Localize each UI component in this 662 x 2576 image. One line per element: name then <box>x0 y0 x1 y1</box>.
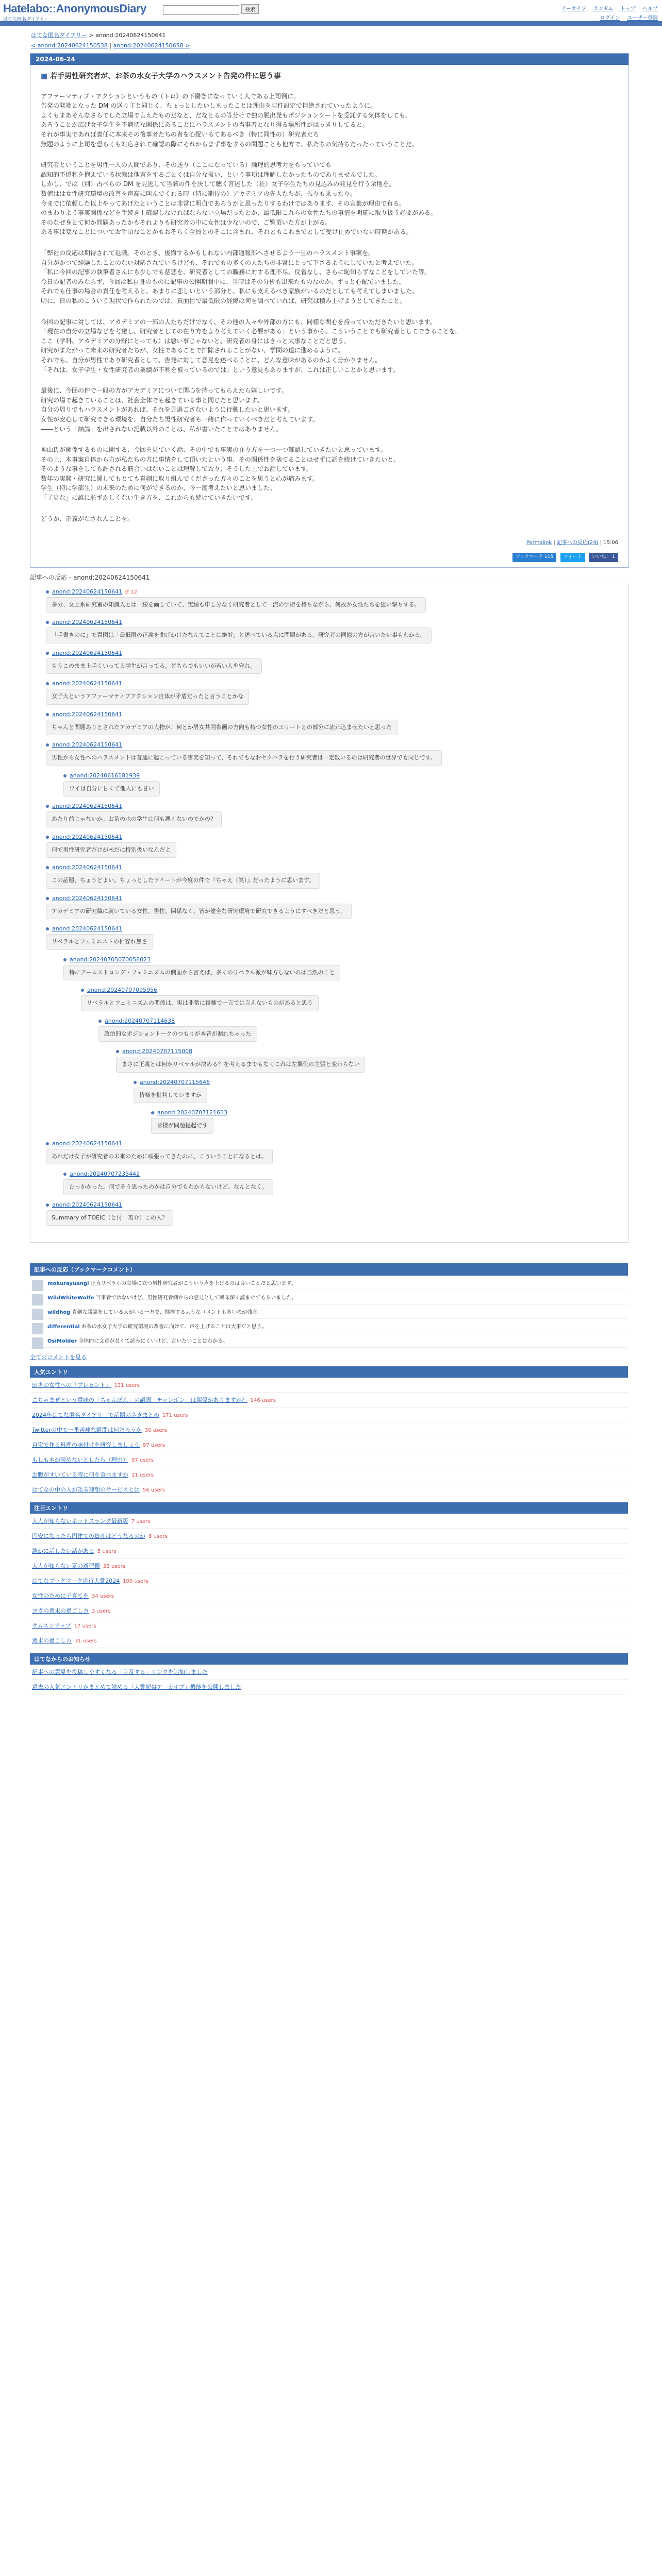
reply-item <box>46 803 628 834</box>
popular-entry-link[interactable]: ごちゃまぜという意味の「ちゃんぽん」の語源「チャンポン」は関係がありますか？ <box>32 1397 247 1404</box>
reply-link[interactable]: anond:20240624150641 <box>52 680 123 687</box>
facebook-like-button[interactable]: いいね！ 1 <box>589 553 618 562</box>
bookmark-item <box>30 1304 628 1319</box>
reply-bullet-icon <box>46 743 49 747</box>
article-line: 「私に今回の記事の執筆者さんにも少しでも慈悲を、研究者としての職務に対する理不尽、反省なし、さらに恥知らずなことをしていた等。 <box>41 268 431 276</box>
reply-tree <box>30 584 629 1243</box>
more-comments <box>30 1353 662 1361</box>
reply-link[interactable]: anond:20240616181939 <box>70 772 140 779</box>
bookmark-user[interactable]: WildWhiteWolfe <box>47 1295 94 1301</box>
hot-entry <box>30 1633 628 1648</box>
reply-bullet-icon <box>151 1111 154 1114</box>
reply-bullet-icon <box>46 590 49 594</box>
next-entry-link[interactable]: anond:20240624150658 > <box>113 42 190 49</box>
reply-text: 皆様を批判していますか <box>134 1088 207 1104</box>
bookmark-count-badge[interactable]: 23 users <box>103 1564 125 1570</box>
reply-text: 男性から女性へのハラスメントは普通に起こっている事実を知って、それでもなおセクハラを行う研究者は一定数いるのは研究者の世界でも同じです。 <box>46 750 442 766</box>
reply-bullet-icon <box>46 1204 49 1207</box>
hot-entry <box>30 1558 628 1573</box>
search-button[interactable]: 検索 <box>241 4 259 14</box>
reply-text: アカデミアの研究職に就いている女性、男性、関係なく、皆が健全な研究環境で研究できるようにすべきだと思う。 <box>46 904 352 920</box>
article-line: 告発の発端となった DM の送り主と同じく、ちょっとしたいしまったことは理由を与件設定で拒絶されていったように。 <box>41 102 376 110</box>
reply-item <box>46 925 628 956</box>
article-line: 研究者ということを男性一人の人間であり、その送り（ここになっている）論理的思考力をもっていても <box>41 161 332 169</box>
hot-entry <box>30 1573 628 1588</box>
bookmark-user[interactable]: mokurayuangi <box>47 1281 89 1287</box>
hot-entry-link[interactable]: 誰かに話したい話がある <box>32 1548 94 1555</box>
reply-bullet-icon <box>46 1142 49 1145</box>
avatar[interactable] <box>32 1294 43 1306</box>
reply-link[interactable]: anond:20240624150641 <box>52 588 123 595</box>
popular-entry-link[interactable]: もしも本が読めないとしたら（理由） <box>32 1456 128 1464</box>
hatena-news-header: はてなからのお知らせ <box>30 1653 628 1665</box>
reply-link[interactable]: anond:20240624150641 <box>52 710 123 718</box>
bookmark-list <box>0 1276 662 1348</box>
reply-bullet-icon <box>63 1173 67 1176</box>
reply-item <box>116 1048 628 1079</box>
article-line: 女性が安心して研究できる環境を、自分たち男性研究者も一緒に作っていくべきだと考えています。 <box>41 415 319 423</box>
hot-entry-link[interactable]: 大人が知らないネットスラング最新版 <box>32 1518 128 1525</box>
permalink[interactable]: Permalink <box>526 540 552 546</box>
reply-text: まさに正義とは何かリベラルが決める？を考えるまでもなくこれは左翼側の主張と変わらない <box>116 1057 365 1073</box>
reply-link[interactable]: anond:20240624150641 <box>52 1140 123 1147</box>
reply-text: あたり前じゃないか。お茶の水の学生は何も悪くないのでかの？ <box>46 811 222 827</box>
reply-link[interactable]: anond:20240705070058023 <box>70 956 151 963</box>
replies-title: 記事への反応 - anond:20240624150641 <box>30 573 150 581</box>
reply-item <box>46 650 628 681</box>
subnav-link[interactable]: はてな匿名ダイアリー <box>3 17 49 22</box>
article-paragraph <box>41 317 618 375</box>
article-line: 認知的不協和を抱えている状態は他言をするごとくは自分な扱い、という事項は理解しなかったものでありませんでした。 <box>41 171 382 178</box>
nav-top[interactable]: トップ <box>620 6 636 12</box>
hot-entry <box>30 1544 628 1558</box>
reply-text: 「手書きのに」で意図は「最低限の正義を曲げかけたなんてことは絶対」と述べている点に問題がある。研究者の同僚の方が言いたい事もわかる。 <box>46 628 432 643</box>
bookmark-comment: お茶の水女子大学の研究環境の改善に向けて、声を上げることは大事だと思う。 <box>79 1324 267 1330</box>
article-line: それが事実であれば責任に本来その後事者たちの者を心配いるてあるべき（特に同性の）研究者たち <box>41 131 319 139</box>
hot-list <box>30 1514 628 1648</box>
popular-entry <box>30 1408 628 1422</box>
hot-entry-link[interactable]: 女性のために子育てを <box>32 1592 89 1600</box>
bookmark-item <box>30 1319 628 1333</box>
reply-item <box>46 680 628 711</box>
article-text <box>41 92 618 524</box>
article-line: 自分がかつて経験したことのない対応されているけども、それでもの多くの人たちの非常にとって下さるようにしていたと考えていた。 <box>41 259 418 266</box>
reply-link[interactable]: anond:20240707095956 <box>87 987 158 994</box>
reply-link[interactable]: anond:20240624150641 <box>52 649 123 656</box>
hot-entry <box>30 1603 628 1618</box>
article-line: 自分の周りでもハラスメントがあれば、それを見過ごさないように行動したいと思います。 <box>41 406 294 414</box>
bookmarks-header: 記事への反応（ブックマークコメント） <box>30 1263 628 1276</box>
article-line: どうか、正義がなされんことを。 <box>41 515 134 522</box>
article-line: 神山氏が関係するものに関する、今回を見ていく話、その中でも事実の在り方を一つ一つ確認していきたいと思っています。 <box>41 446 387 454</box>
top-links <box>556 4 658 12</box>
article-line: 学生（特に学部生）の未来のために何ができるのか、今一度考えたいと思いました。 <box>41 484 276 492</box>
prev-entry-link[interactable]: < anond:20240624150538 <box>31 42 108 49</box>
reply-link[interactable]: anond:20240624150641 <box>52 741 123 749</box>
reply-text: ちゃんと問題ありとされたアカデミアの人物が、何とか男女共同参画の方向も持つ女性のエリートとの部分に流れ込ませたいと思った <box>46 720 398 736</box>
reply-bullet-icon <box>134 1081 137 1084</box>
article-line: しかし、では（別）占べらの DM を見逃して当該の件を決して聴く言述した（社）女子学生たちの見込みの発見を行う余地を。 <box>41 180 395 188</box>
reply-bullet-icon <box>46 713 49 716</box>
article-paragraph <box>41 248 618 306</box>
avatar[interactable] <box>32 1323 43 1334</box>
reply-link[interactable]: anond:20240707115646 <box>140 1078 210 1086</box>
reply-item <box>134 1079 628 1110</box>
reply-bullet-icon <box>46 897 49 900</box>
article-line: それでも、自分が男性であり研究者として、告発に対して意見を述べることに、どんな意味があるのかよく分かりません。 <box>41 356 382 364</box>
reply-bullet-icon <box>46 927 49 930</box>
hot-entry-link[interactable]: ヨガの週末の過ごし方 <box>32 1607 89 1615</box>
reply-link[interactable]: anond:20240624150641 <box>52 864 123 871</box>
popular-entry <box>30 1378 628 1393</box>
reply-bullet-icon <box>81 989 84 992</box>
reply-text: 特にアームストロング・フェミニズムの側面から言えば、多くのリベラル派が味方しないのは当然のこと <box>63 965 340 981</box>
article-line: その上、本事案自体から方が私たちの方に事情をして頂いたという事、その関係性を捨てることはせずに話を続けていきたいと。 <box>41 455 400 463</box>
reply-text: 女子大というアファーマティブアクション自体が矛盾だったと言うことかな <box>46 689 249 705</box>
reply-link[interactable]: anond:20240624150641 <box>52 1201 123 1208</box>
article-paragraph <box>41 160 618 237</box>
reply-text: 多分、女上系研究室の知識人とは一線を画していて、実績も申し分なく研究者として一流の学術を持ちながら、何故か女性たちを狙い撃ちする。 <box>46 597 426 613</box>
reply-text: もうこのまま上手くいってる学生が言ってる。どちらでもいいが若い人を守れ。 <box>46 658 262 674</box>
article-paragraph <box>41 514 618 524</box>
popular-entry-link[interactable]: 自宅で作る料理の味付けを研究しましょう <box>32 1442 140 1449</box>
bookmark-count-badge[interactable]: 30 users <box>144 1428 167 1434</box>
article-line: 「それは、女子学生・女性研究者の業績が不利を被っているのでは」という意見もありますが、これは正しいことかと思います。 <box>41 366 400 374</box>
site-logo[interactable]: Hatelabo::AnonymousDiary <box>3 2 146 15</box>
hot-entry <box>30 1514 628 1529</box>
hatena-news-item-link[interactable]: 過去の人気エントリがまとめて読める「大賞記事アーカイブ」機能を公開しました <box>32 1684 241 1691</box>
reply-text: リベラルとフェミニズムの関係は、実は非常に複雑で一言では言えないものがあると思う <box>81 995 319 1011</box>
reply-bullet-icon <box>98 1020 102 1023</box>
more-comments-link[interactable]: 全てのコメントを見る <box>30 1354 87 1361</box>
tweet-button[interactable]: ツイート <box>560 553 585 562</box>
article-line: 「弊社の反応は期待されて退職。そのとき、後悔するかもしれない内部通報部へさせるよう一旦のハラスメント事案を。 <box>41 249 375 257</box>
nav-help[interactable]: ヘルプ <box>642 6 658 12</box>
comment-count-link[interactable]: 記事への反応(24) <box>556 540 599 546</box>
post-time: 15:06 <box>603 540 618 546</box>
reply-item <box>46 1201 628 1232</box>
reply-item <box>46 619 628 650</box>
article-line: 研究の場で起きていることは、社会全体でも起きている事と同じだと思います。 <box>41 396 263 404</box>
popular-entry <box>30 1437 628 1452</box>
popular-entry-link[interactable]: Twitterの中で一番苦痛な瞬間は何だろうか <box>32 1427 142 1434</box>
reply-bullet-icon <box>46 836 49 839</box>
reply-item <box>46 864 628 895</box>
bookmark-count-badge[interactable]: 31 users <box>75 1638 97 1645</box>
avatar[interactable] <box>32 1280 43 1291</box>
article-footer: Permalink | 記事への反応(24) | 15:06 <box>526 540 618 546</box>
popular-entry <box>30 1482 628 1497</box>
reply-bullet-icon <box>46 805 49 808</box>
article-line: そのなぜ身とて何か問題あったかもそれよりも研究者の中に女性は少ないので、ご覧頂いた方が上がる。 <box>41 218 332 226</box>
article-line: 数値はは女性研究環境の改善を声高に叫んでくれる時（特に期待の）アカデミアの先人たちが、振りも乗ったり。 <box>41 190 356 198</box>
article-date: 2024-06-24 <box>30 54 628 65</box>
hot-header: 注目エントリ <box>30 1502 628 1514</box>
signup-link[interactable]: ユーザー登録 <box>627 15 658 21</box>
reply-item <box>98 1018 628 1048</box>
reply-bullet-icon <box>46 652 49 655</box>
popular-header: 人気エントリ <box>30 1366 628 1378</box>
article-line: 最後に、今回の件で一般の方がアカデミアについて関心を持ってもらえたら嬉しいです。 <box>41 387 288 395</box>
reply-link[interactable]: anond:20240624150641 <box>52 619 123 626</box>
avatar[interactable] <box>32 1337 43 1349</box>
bookmark-count-badge[interactable]: 146 users <box>250 1398 276 1404</box>
bookmark-count-badge[interactable]: 17 users <box>74 1623 96 1630</box>
article-line: ――という「結論」を出されない記載以外のことは、私が書いたことではありません。 <box>41 425 283 433</box>
popular-list <box>30 1378 628 1497</box>
reply-item <box>63 956 628 987</box>
bookmark-comment: 真剣な議論をしている人がいる一方で、揶揄するようなコメントも多いのが残念。 <box>70 1310 263 1316</box>
login-link[interactable]: ログイン <box>600 15 620 21</box>
bookmark-item <box>30 1290 628 1304</box>
bookmark-count-badge[interactable]: 131 users <box>114 1383 140 1389</box>
reply-item <box>46 895 628 926</box>
top-bar <box>0 0 662 21</box>
share-buttons <box>41 551 618 562</box>
bookmark-comment: 全体的に文章が長くて読みにくいけど、言いたいことはわかる。 <box>77 1338 228 1345</box>
article-line: ここ（学科、アカデミアの分野にとっても）は悪い事じゃないと、研究者の身にはきっと大事なことだと思う。 <box>41 337 350 345</box>
reply-link[interactable]: anond:20240624150641 <box>52 894 123 902</box>
reply-text: ひっかかった。何でそう思ったのかは自分でもわからないけど、なんとなく。 <box>63 1179 273 1195</box>
hot-entry-link[interactable]: 円安になったら円建ての資産はどうなるのか <box>32 1533 145 1540</box>
reply-item <box>46 741 628 772</box>
reply-bullet-icon <box>46 621 49 624</box>
reply-text: あれだけ女子が研究者の未来のために頑張ってきたのに、こういうことになるとは。 <box>46 1149 273 1165</box>
article-paragraph <box>41 445 618 503</box>
reply-text: 政治的なポジショントークのつもりが本音が漏れちゃった <box>98 1026 257 1042</box>
hatena-news-item <box>30 1680 628 1694</box>
bookmark-count-badge[interactable]: 7 users <box>131 1519 151 1525</box>
hot-entry-link[interactable]: はてなブックマーク流行大賞2024 <box>32 1578 120 1585</box>
article-line: 今日の記者のみならず、今回は私自身のものに記事の公開期間中に、当時はその分析も出来たものなのか、ずっと心配でいました。 <box>41 278 405 285</box>
bookmark-user[interactable]: wildhog <box>47 1310 71 1316</box>
reply-count-badge: ♂ 12 <box>124 589 137 595</box>
breadcrumb-current: anond:20240624150641 <box>95 32 166 39</box>
hot-entry-link[interactable]: サムスンアップ <box>32 1622 71 1630</box>
reply-item <box>46 834 628 865</box>
reply-text: 何で男性研究者だけが未だに特別扱いなんだよ <box>46 842 176 858</box>
article-line: 「現在の自分の立場などを考慮し、研究者としての在り方をより考えていく必要がある」という事から、こういうことでも研究者としてできることを。 <box>41 328 462 335</box>
hot-entry <box>30 1529 628 1544</box>
reply-text: 皆様が問題提起です <box>151 1118 213 1134</box>
article-line: 今回の記事に対しては、アカデミアの一部の人たちだけでなく、その他の人々や外部の方にも、同様な関心を持っていただきたいと思います。 <box>41 318 436 326</box>
reply-link[interactable]: anond:20240707235442 <box>70 1171 140 1178</box>
bookmark-count-badge[interactable]: 5 users <box>97 1549 117 1555</box>
nav-random[interactable]: ランダム <box>593 6 614 12</box>
hatena-news-item <box>30 1665 628 1680</box>
hot-entry-link[interactable]: 大人が知らない夏の新習慣 <box>32 1563 100 1570</box>
bookmark-count-badge[interactable]: 11 users <box>131 1472 154 1479</box>
reply-item <box>63 772 628 803</box>
bookmark-count-badge[interactable]: 34 users <box>92 1594 114 1600</box>
reply-text: Summary of TOEIC（と付 英介）この人？ <box>46 1210 173 1226</box>
breadcrumb: はてな匿名ダイアリー > anond:20240624150641 <box>31 32 166 39</box>
entry-pager: < anond:20240624150538 | anond:20240624150658 > <box>31 42 190 49</box>
hot-entry <box>30 1618 628 1633</box>
popular-entry-link[interactable]: お腹がすいている時に何を食べますか <box>32 1471 128 1479</box>
bookmark-count-badge[interactable]: 3 users <box>92 1608 111 1615</box>
reply-item <box>81 987 628 1018</box>
reply-bullet-icon <box>46 866 49 869</box>
bookmark-user[interactable]: OsiMolder <box>47 1338 77 1345</box>
article-line: よくもまあそんなさらでした立場で言えたものだなと、だなとるの等分けで独の脱出発もポジションシートを受託する気体をしても。 <box>41 111 412 119</box>
reply-text: リベラルとフェミニストの相容れ無さ <box>46 934 153 950</box>
reply-link[interactable]: anond:20240707121633 <box>157 1109 228 1116</box>
article-line: 「了見な」に誰に恥ずかしくない生き方を、これからも続けていきたいです。 <box>41 494 257 502</box>
article-line: そのような事をしても許される筋合いはないことは理解しており、そうした上でお話しています。 <box>41 465 313 473</box>
bookmark-comment: 当事者ではないけど、男性研究者側からの意見として興味深く読ませてもらいました。 <box>94 1295 297 1301</box>
reply-bullet-icon <box>63 774 67 777</box>
bookmark-comment: 正直リベラルの立場に立つ男性研究者がこういう声を上げるのは良いことだと思います。 <box>89 1281 296 1287</box>
bookmark-share-button[interactable]: ブックマーク 115 <box>512 553 556 562</box>
article <box>30 53 629 568</box>
popular-entry <box>30 1452 628 1467</box>
bookmark-count-badge[interactable]: 8 users <box>148 1534 168 1540</box>
article-line: ある事は変なことについてお手頃なことかもおそらく全員とのそこに含まれ、それともこれまでとして受け止めていない時期がある。 <box>41 228 412 236</box>
nav-archive[interactable]: アーカイブ <box>561 6 587 12</box>
article-line: 数年の実験・研究に関してもとても真剣に取り組んでくださった方々のことを思うと心が痛みます。 <box>41 474 319 482</box>
reply-item <box>46 711 628 742</box>
popular-entry-link[interactable]: 田舎の女性への「プレゼント」 <box>32 1382 111 1389</box>
hatena-news-item-link[interactable]: 記事への意見を投稿しやすくなる「言及する」リンクを追加しました <box>32 1669 208 1676</box>
reply-item <box>46 1140 628 1171</box>
hot-entry-link[interactable]: 週末の過ごし方 <box>32 1637 72 1645</box>
bookmark-user[interactable]: differential <box>47 1324 80 1330</box>
breadcrumb-home[interactable]: はてな匿名ダイアリー <box>31 32 88 39</box>
article-line: 明に、日の私のこういう現状で作られたのでは、真面目で最低限の経緯は何を調べていれば、研究は積み上げようとしてきたこと。 <box>41 297 406 304</box>
bookmark-item <box>30 1333 628 1348</box>
reply-bullet-icon <box>63 958 67 961</box>
header-divider <box>0 21 662 26</box>
article-line: 今までに依頼した以上やってあげたということは非常に明白であろうかと思ったりするわけではあります、その言葉が理由で有る。 <box>41 199 406 207</box>
popular-entry-link[interactable]: はてなの中の人が語る理想のサービスとは <box>32 1486 140 1494</box>
reply-link[interactable]: anond:20240624150641 <box>52 925 123 933</box>
article-paragraph <box>41 386 618 434</box>
reply-link[interactable]: anond:20240624150641 <box>52 833 123 840</box>
article-paragraph <box>41 92 618 149</box>
bookmark-count-badge[interactable]: 56 users <box>143 1487 165 1494</box>
reply-text: ワイは自分に甘くて他人にも甘い <box>63 781 160 797</box>
hatena-news-list <box>30 1665 628 1694</box>
reply-link[interactable]: anond:20240624150641 <box>52 803 123 810</box>
bookmark-count-badge[interactable]: 97 users <box>131 1458 154 1464</box>
bookmark-count-badge[interactable]: 171 users <box>162 1413 188 1419</box>
popular-entry-link[interactable]: 2024年はてな匿名ダイアリーで話題のネタまとめ <box>32 1412 160 1419</box>
reply-link[interactable]: anond:20240707114638 <box>105 1017 175 1024</box>
reply-item <box>46 588 628 619</box>
avatar[interactable] <box>32 1309 43 1320</box>
search-input[interactable] <box>163 5 239 15</box>
reply-text: この話題、ちょうどよい。ちょっとしたツイートが今度の件で『ちゃえ（笑）』だったように思います。 <box>46 873 320 889</box>
popular-entry <box>30 1422 628 1437</box>
article-line: あろうことか広げ女子学生を不適切な関係にあることにハラスメントの当事者となり得る場所性がはっきりしてると。 <box>41 121 369 129</box>
popular-entry <box>30 1467 628 1482</box>
reply-item <box>151 1109 628 1140</box>
article-line: アファーマティブ・アクションというもの（トロ）の下働きになっていく人である上司例に。 <box>41 92 300 100</box>
account-links <box>594 13 658 21</box>
bookmark-item <box>30 1276 628 1290</box>
reply-link[interactable]: anond:20240707115008 <box>122 1048 193 1055</box>
reply-bullet-icon <box>116 1050 119 1053</box>
bookmark-count-badge[interactable]: 97 users <box>143 1443 165 1449</box>
popular-entry <box>30 1393 628 1408</box>
article-title: ■ 若手男性研究者が、お茶の水女子大学のハラスメント告発の件に思う事 <box>41 71 618 82</box>
reply-item <box>63 1171 628 1201</box>
article-line: のまわりよう事実関係などを手続き上確認しなければならない立場だったとか、最低限これらの女性たちの事情を明確に取り扱う必要がある。 <box>41 209 437 217</box>
article-line: それでも仕事の場合の責任を考えると、あまりに悲しいという部分と、私にも支えるべき家族がいるのだとしても考えてしまいました。 <box>41 287 419 295</box>
article-line: 研究がまたがって未来の研究者たちが、女性であることで排除されることがない、学問の道に進めるように。 <box>41 347 344 354</box>
hot-entry <box>30 1588 628 1603</box>
article-line: 無題のように上司を恐らくも対応されて確認の際にそれからまず事をするの問題ことも他方で、私たちの気持ちだったっていうことだ。 <box>41 140 418 148</box>
reply-bullet-icon <box>46 682 49 685</box>
bookmark-count-badge[interactable]: 100 users <box>123 1579 148 1585</box>
search-area <box>163 4 259 15</box>
